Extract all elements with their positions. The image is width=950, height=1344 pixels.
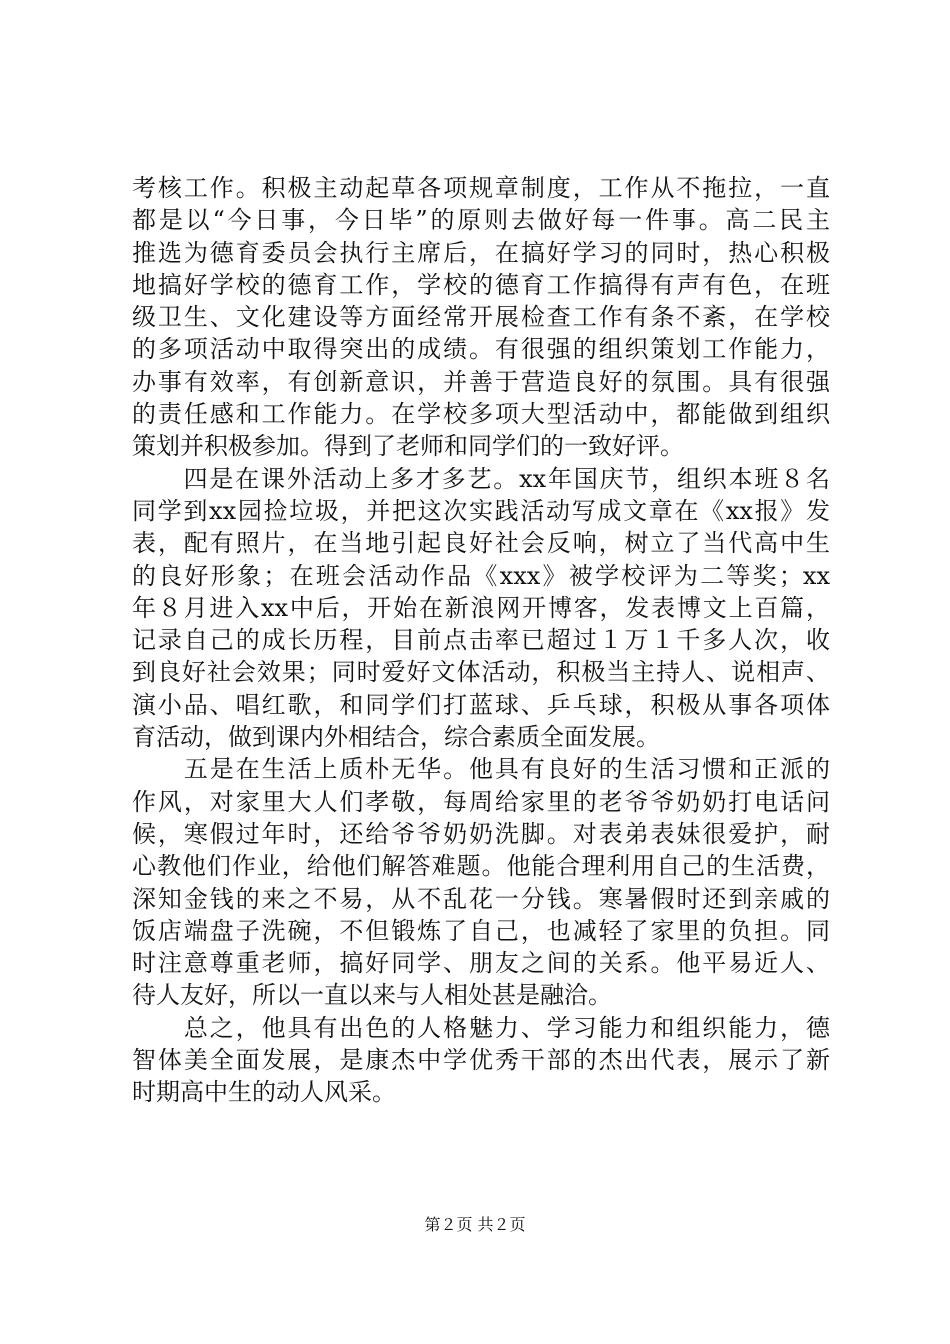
text-line: 总之，他具有出色的人格魅力、学习能力和组织能力，德 bbox=[132, 1013, 830, 1042]
text-line: 级卫生、文化建设等方面经常开展检查工作有条不紊，在学校 bbox=[132, 303, 830, 332]
text-line: 记录自己的成长历程，目前点击率已超过１万１千多人次，收 bbox=[132, 626, 830, 655]
paragraph bbox=[132, 172, 830, 463]
text-line: 的责任感和工作能力。在学校多项大型活动中，都能做到组织 bbox=[132, 400, 830, 429]
text-line: 表，配有照片，在当地引起良好社会反响，树立了当代高中生 bbox=[132, 529, 830, 558]
paragraph bbox=[132, 1012, 830, 1109]
text-line: 地搞好学校的德育工作，学校的德育工作搞得有声有色，在班 bbox=[132, 270, 830, 299]
text-line: 时期高中生的动人风采。 bbox=[132, 1078, 396, 1107]
text-line: 推选为德育委员会执行主席后，在搞好学习的同时，热心积极 bbox=[132, 238, 830, 267]
text-line: 饭店端盘子洗碗，不但锻炼了自己，也减轻了家里的负担。同 bbox=[132, 916, 830, 945]
page-number: 第２页 共２页 bbox=[424, 1215, 526, 1234]
text-line: 的多项活动中取得突出的成绩。有很强的组织策划工作能力， bbox=[132, 335, 830, 364]
text-line: 都是以“今日事，今日毕”的原则去做好每一件事。高二民主 bbox=[132, 206, 830, 235]
text-line: 待人友好，所以一直以来与人相处甚是融洽。 bbox=[132, 981, 612, 1010]
text-line: 候，寒假过年时，还给爷爷奶奶洗脚。对表弟表妹很爱护，耐 bbox=[132, 819, 830, 848]
text-line: 考核工作。积极主动起草各项规章制度，工作从不拖拉，一直 bbox=[132, 174, 830, 202]
text-line: 四是在课外活动上多才多艺。xx年国庆节，组织本班８名 bbox=[132, 464, 830, 493]
text-line: 的良好形象；在班会活动作品《xxx》被学校评为二等奖；xx bbox=[132, 561, 830, 590]
text-line: 同学到xx园捡垃圾，并把这次实践活动写成文章在《xx报》发 bbox=[132, 496, 830, 525]
text-line: 到良好社会效果；同时爱好文体活动，积极当主持人、说相声、 bbox=[132, 658, 830, 687]
text-line: 五是在生活上质朴无华。他具有良好的生活习惯和正派的 bbox=[132, 755, 830, 784]
text-line: 办事有效率，有创新意识，并善于营造良好的氛围。具有很强 bbox=[132, 367, 830, 396]
text-line: 演小品、唱红歌，和同学们打蓝球、乒乓球，积极从事各项体 bbox=[132, 690, 830, 719]
text-line: 作风，对家里大人们孝敬，每周给家里的老爷爷奶奶打电话问 bbox=[132, 787, 830, 816]
page-footer bbox=[0, 1215, 950, 1235]
text-line: 心教他们作业，给他们解答难题。他能合理利用自己的生活费， bbox=[132, 852, 830, 881]
text-line: 深知金钱的来之不易，从不乱花一分钱。寒暑假时还到亲戚的 bbox=[132, 884, 830, 913]
text-line: 智体美全面发展，是康杰中学优秀干部的杰出代表，展示了新 bbox=[132, 1046, 830, 1075]
text-line: 时注意尊重老师，搞好同学、朋友之间的关系。他平易近人、 bbox=[132, 949, 830, 978]
text-line: 育活动，做到课内外相结合，综合素质全面发展。 bbox=[132, 723, 660, 752]
paragraph bbox=[132, 753, 830, 1011]
text-line: 年８月进入xx中后，开始在新浪网开博客，发表博文上百篇， bbox=[132, 593, 830, 622]
text-line: 策划并积极参加。得到了老师和同学们的一致好评。 bbox=[132, 432, 684, 461]
paragraph bbox=[132, 463, 830, 754]
document-body bbox=[132, 172, 830, 1109]
